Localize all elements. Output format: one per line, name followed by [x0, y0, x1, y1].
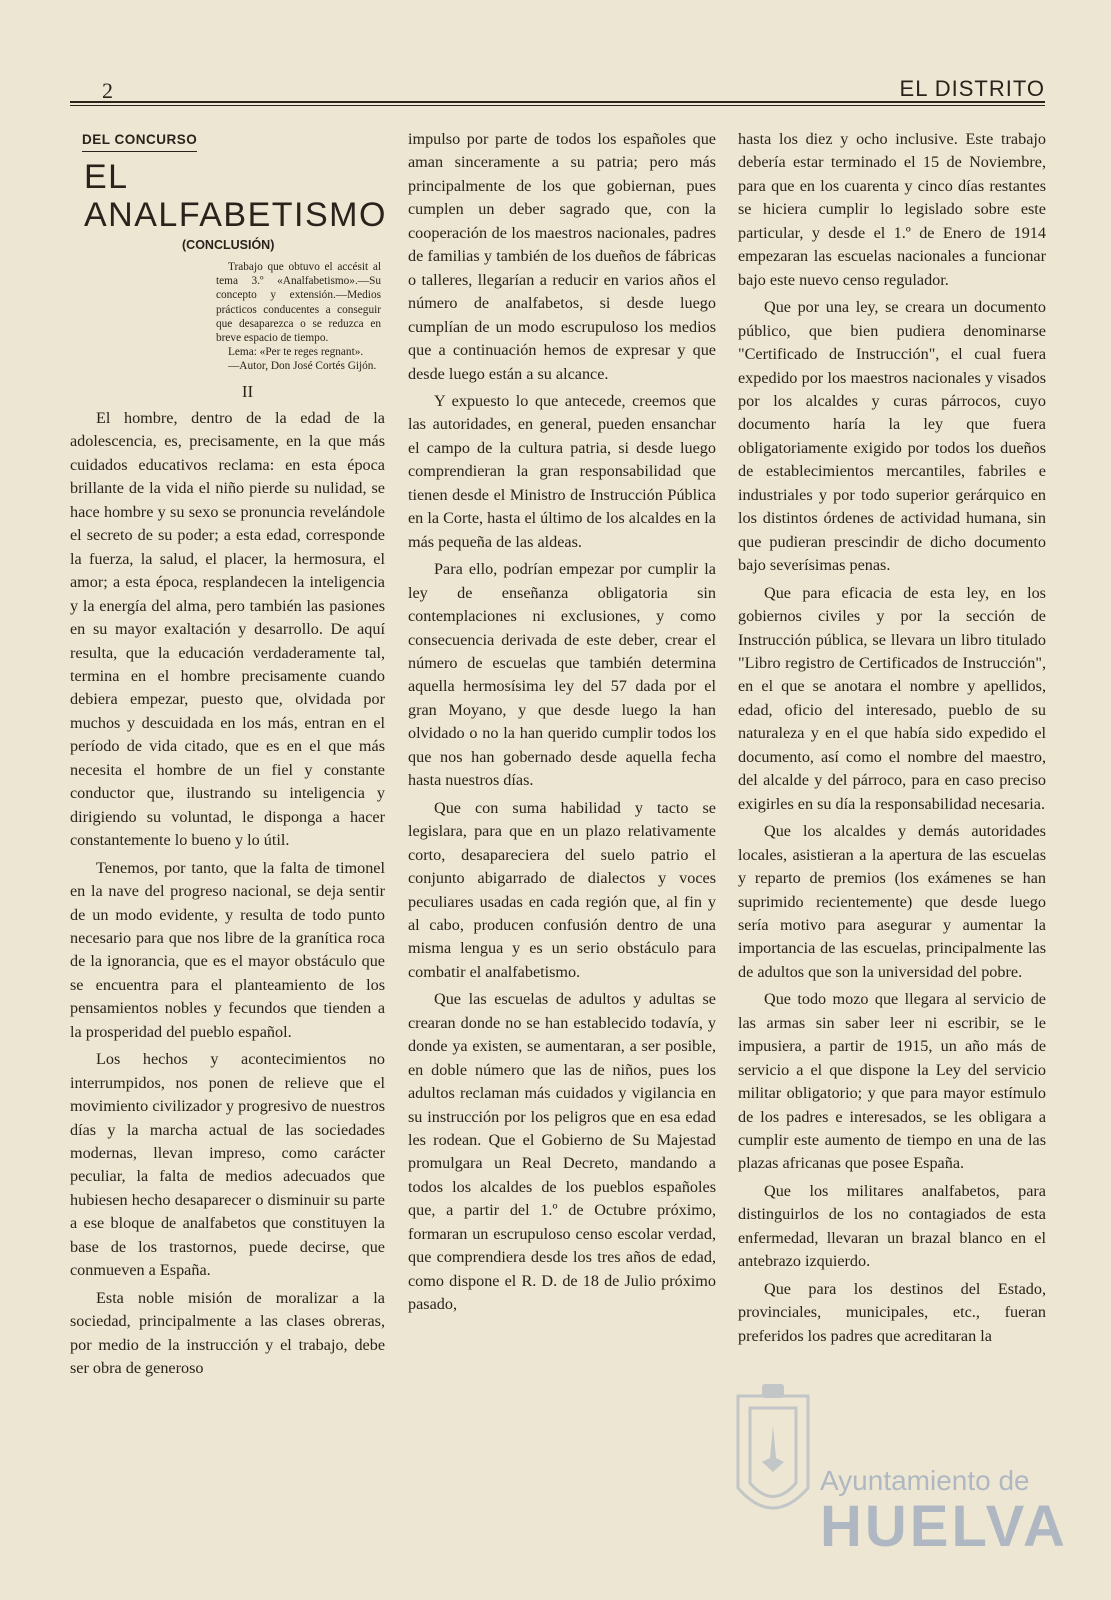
paragraph: Que todo mozo que llegara al servicio de las armas sin saber leer ni escribir, se le impusiera, a partir de 1915, un año más de servicio a el que dispone la Ley del servicio militar obligatorio; y que para mayor estímulo de los padres e interesados, se les obligara a cumplir este aumento de tiempo en una de las plazas africanas que posee España.: [738, 990, 1046, 1173]
watermark-line-2: HUELVA: [820, 1494, 1068, 1559]
paragraph: Esta noble misión de moralizar a la sociedad, principalmente a las clases obreras, por medio de la instrucción y el trabajo, debe ser obra de generoso: [70, 1288, 385, 1378]
paragraph: Tenemos, por tanto, que la falta de timonel en la nave del progreso nacional, se deja sentir de un modo evidente, y resulta de todo punto necesario para que nos libre de la granítica roca de la ignorancia, que es el mayor obstáculo que se encuentra para el planteamiento de los pensamientos nobles y fecundos que tienden a la prosperidad del pueblo español.: [70, 858, 385, 1041]
newspaper-name: EL DISTRITO: [899, 76, 1045, 101]
paragraph: Los hechos y acontecimientos no interrumpidos, nos ponen de relieve que el movimiento civilizador y progresivo de nuestros días y la marcha actual de las sociedades modernas, llevan impreso, como carácter peculiar, la falta de medios adecuados que hubiesen hecho desaparecer o disminuir su parte a ese bloque de analfabetos que constituyen la base de los trastornos, puede decirse, que conmueven a España.: [70, 1050, 385, 1280]
header-rule: [70, 101, 1045, 106]
paragraph: Que con suma habilidad y tacto se legislara, para que en un plazo relativamente corto, desapareciera del suelo patrio el conjunto abigarrado de dialectos y voces peculiares usadas en cada región que, al fin y al cabo, producen confusión dentro de una misma lengua y es un serio obstáculo para combatir el analfabetismo.: [408, 798, 716, 981]
paragraph: Que los alcaldes y demás autoridades locales, asistieran a la apertura de las escuelas y reparto de premios (los exámenes se han suprimido recientemente) que desde luego sería motivo para asegurar y aumentar la importancia de las escuelas, principalmente las de adultos que son la universidad del pobre.: [738, 822, 1046, 981]
article-column-2: [408, 128, 716, 1317]
prize-note-motto: Lema: «Per te reges regnant».: [228, 346, 364, 359]
chapter-number: II: [241, 381, 254, 401]
paragraph: Que por una ley, se creara un documento público, que bien pudiera denominarse "Certificado de Instrucción", el cual fuera expedido por los maestros nacionales y visados por los alcaldes y curas párrocos, cuyo documento haría la ley que fuera obligatoriamente exigido por todos los dueños de establecimientos mercantiles, fabriles e industriales y por todo superior gerárquico en los distintos órdenes de actividad humana, sin que pudieran prescindir de dicho documento bajo severísimas penas.: [738, 298, 1046, 575]
paragraph: Para ello, podrían empezar por cumplir la ley de enseñanza obligatoria sin contemplaciones ni exclusiones, y como consecuencia derivada de este deber, crear el número de escuelas que también determina aquella hermosísima ley del 57 dada por el gran Moyano, y que desde luego la han olvidado o no la han querido cumplir todos los que nos han gobernado desde aquella fecha hasta nuestros días.: [408, 560, 716, 790]
paragraph: Que para eficacia de esta ley, en los gobiernos civiles y por la sección de Instrucción pública, se llevara un libro titulado "Libro registro de Certificados de Instrucción", en el que se anotara el nombre y apellidos, edad, oficio del interesado, pueblo de su naturaleza y en el que había sido expedido el documento, así como el nombre del maestro, del alcalde y del párroco, para en caso preciso exigirles en su día la responsabilidad necesaria.: [738, 583, 1046, 813]
paragraph: Y expuesto lo que antecede, creemos que las autoridades, en general, pueden ensanchar el campo de la cultura patria, si desde luego comprendieran la gran responsabilidad que tienen desde el Ministro de Instrucción Pública en la Corte, hasta el último de los alcaldes en la más pequeña de las aldeas.: [408, 391, 716, 551]
prize-note-line: Trabajo que obtuvo el accésit al tema 3.º «Analfabetismo».—Su concepto y extensión.—Medios prácticos conducentes a conseguir que desaparezca o se reduzca en breve espacio de tiempo.: [216, 260, 381, 344]
article-column-3: [738, 128, 1046, 1348]
prize-note: [216, 260, 381, 374]
paragraph: Que los militares analfabetos, para distinguirlos de los no contagiados de esta enfermedad, llevaran un brazal blanco en el antebrazo izquierdo.: [738, 1181, 1046, 1271]
section-label: DEL CONCURSO: [82, 128, 197, 152]
paragraph: El hombre, dentro de la edad de la adolescencia, es, precisamente, en la que más cuidados educativos reclama: en esta época brillante de la vida el niño pierde su nulidad, se hace hombre y su sexo se pronuncia revelándole el secreto de su poder; a esta edad, corresponde la fuerza, la salud, el placer, la hermosura, el amor; a esta época, resplandecen la inteligencia y la energía del alma, pero también las pasiones en su mayor exaltación y desarrollo. De aquí resulta, que la educación verdaderamente tal, termina en el hombre precisamente cuando debiera empezar, puesto que, olvidada por muchos y descuidada en los más, entran en el período de vida citado, que es en el que más necesita el hombre de un fiel y constante conductor que, ilustrando su inteligencia y dirigiendo su voluntad, le disponga a hacer constantemente lo bueno y lo útil.: [70, 408, 385, 850]
article-subtitle: (CONCLUSIÓN): [182, 238, 275, 253]
paragraph: impulso por parte de todos los españoles que aman sinceramente a su patria; pero más principalmente de los que gobiernan, pues cumplen un deber sagrado que, con la cooperación de los maestros nacionales, padres de familias y también de los dueños de fábricas o talleres, llegarían a reducir en varios años el número de analfabetos, si desde luego cumplían de un modo escrupuloso los medios que a continuación hemos de expresar y que desde luego están a su alcance.: [408, 130, 716, 383]
article-title: EL ANALFABETISMO: [84, 158, 387, 235]
paragraph: Que las escuelas de adultos y adultas se crearan donde no se han establecido todavía, y donde ya existen, se aumentaran, a ser posible, en doble número que las de niños, pues los adultos reclaman más cuidados y vigilancia en su instrucción por los peligros que en esa edad les rodean. Que el Gobierno de Su Majestad promulgara un Real Decreto, mandando a todos los alcaldes de los pueblos españoles que, a partir del 1.º de Octubre próximo, formaran un escrupuloso censo escolar verdad, que comprendiera desde los tres años de edad, como dispone el R. D. de 18 de Julio próximo pasado,: [408, 990, 716, 1314]
watermark-line-1: Ayuntamiento de: [820, 1465, 1030, 1496]
article-column-1: [70, 128, 385, 1381]
prize-note-author: —Autor, Don José Cortés Gijón.: [228, 360, 377, 373]
paragraph: Que para los destinos del Estado, provinciales, municipales, etc., fueran preferidos los padres que acreditaran la: [738, 1279, 1046, 1345]
page-number: 2: [102, 78, 113, 103]
paragraph: hasta los diez y ocho inclusive. Este trabajo debería estar terminado el 15 de Noviembre, para que en los cuarenta y cinco días restantes se hiciera cumplir lo legislado sobre este particular, y desde el 1.º de Enero de 1914 empezaran las escuelas nacionales a funcionar bajo este nuevo censo regulador.: [738, 130, 1046, 289]
